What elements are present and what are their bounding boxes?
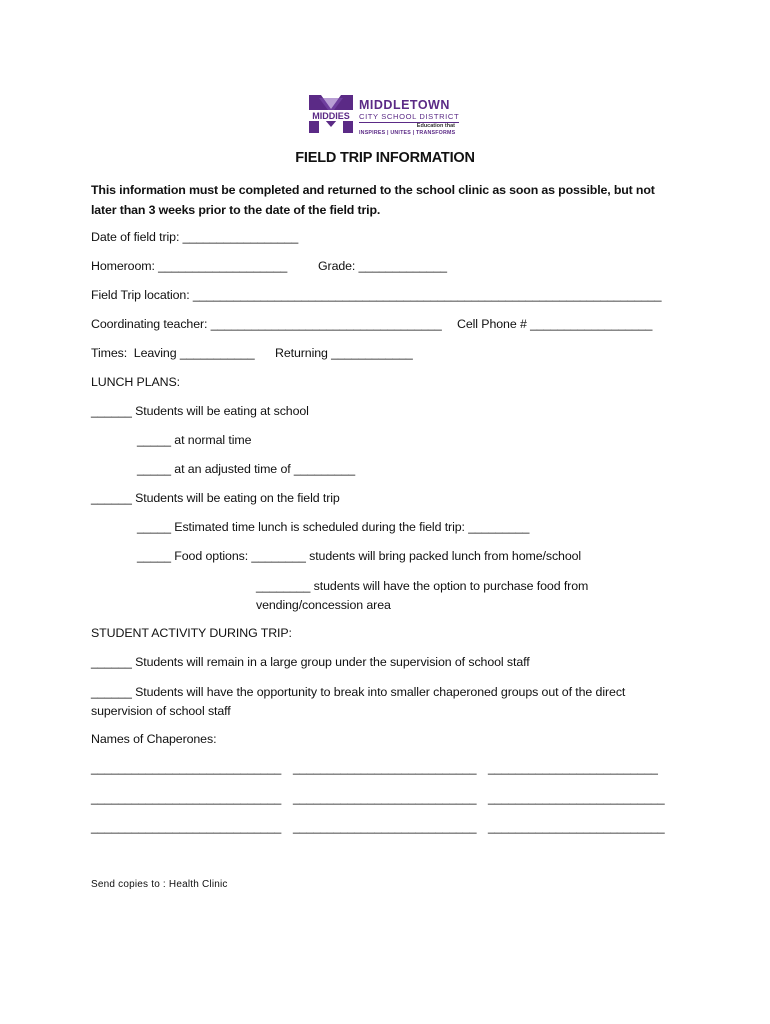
logo-tagline: INSPIRES | UNITES | TRANSFORMS bbox=[359, 130, 456, 136]
middies-m-logo-icon bbox=[308, 93, 354, 135]
send-copies-footer: Send copies to : Health Clinic bbox=[91, 879, 228, 890]
chaperone-name-field[interactable]: _________________________ bbox=[488, 761, 658, 775]
lunch-estimated-time-option[interactable]: _____ Estimated time lunch is scheduled during the field trip: _________ bbox=[137, 520, 530, 534]
returning-time-field[interactable]: Returning ____________ bbox=[275, 346, 413, 360]
district-logo bbox=[308, 93, 458, 135]
teacher-field[interactable]: Coordinating teacher: __________________________________ bbox=[91, 317, 442, 331]
chaperone-name-field[interactable]: __________________________ bbox=[488, 820, 665, 834]
cell-phone-field[interactable]: Cell Phone # __________________ bbox=[457, 317, 653, 331]
leaving-time-field[interactable]: Times: Leaving ___________ bbox=[91, 346, 255, 360]
lunch-adjusted-time-option[interactable]: _____ at an adjusted time of _________ bbox=[137, 462, 356, 476]
chaperone-name-field[interactable]: ____________________________ bbox=[91, 791, 282, 805]
logo-mark-text: MIDDIES bbox=[312, 111, 350, 121]
lunch-at-school-option[interactable]: ______ Students will be eating at school bbox=[91, 404, 309, 418]
logo-wordmark bbox=[359, 99, 459, 137]
activity-heading: STUDENT ACTIVITY DURING TRIP: bbox=[91, 626, 292, 640]
chaperone-name-field[interactable]: ___________________________ bbox=[293, 761, 477, 775]
chaperone-name-field[interactable]: ___________________________ bbox=[293, 820, 477, 834]
lunch-food-options[interactable]: _____ Food options: ________ students will bring packed lunch from home/school bbox=[137, 549, 582, 563]
form-intro: This information must be completed and returned to the school clinic as soon as possible, but not later than 3 weeks prior to the date of the field trip. bbox=[91, 183, 655, 217]
form-title: FIELD TRIP INFORMATION bbox=[295, 150, 475, 166]
lunch-on-trip-option[interactable]: ______ Students will be eating on the field trip bbox=[91, 491, 340, 505]
chaperone-name-field[interactable]: ___________________________ bbox=[293, 791, 477, 805]
chaperone-name-field[interactable]: ____________________________ bbox=[91, 820, 282, 834]
grade-field[interactable]: Grade: _____________ bbox=[318, 259, 447, 273]
logo-district: CITY SCHOOL DISTRICT bbox=[359, 112, 460, 121]
chaperones-heading: Names of Chaperones: bbox=[91, 732, 217, 746]
chaperone-name-field[interactable]: ____________________________ bbox=[91, 761, 282, 775]
date-field[interactable]: Date of field trip: _________________ bbox=[91, 230, 299, 244]
location-field[interactable]: Field Trip location: _____________________________________________________________________ bbox=[91, 288, 662, 302]
activity-large-group-option[interactable]: ______ Students will remain in a large group under the supervision of school staff bbox=[91, 655, 530, 669]
lunch-normal-time-option[interactable]: _____ at normal time bbox=[137, 433, 252, 447]
chaperone-name-field[interactable]: __________________________ bbox=[488, 791, 665, 805]
logo-name: MIDDLETOWN bbox=[359, 98, 450, 112]
logo-tagline-top: Education that bbox=[416, 123, 455, 129]
homeroom-field[interactable]: Homeroom: ___________________ bbox=[91, 259, 288, 273]
lunch-purchase-option[interactable]: ________ students will have the option to purchase food from vending/concession area bbox=[256, 579, 589, 612]
lunch-heading: LUNCH PLANS: bbox=[91, 375, 181, 389]
activity-small-groups-option[interactable]: ______ Students will have the opportunity to break into smaller chaperoned groups out of the direct supervision of school staff bbox=[91, 685, 626, 718]
